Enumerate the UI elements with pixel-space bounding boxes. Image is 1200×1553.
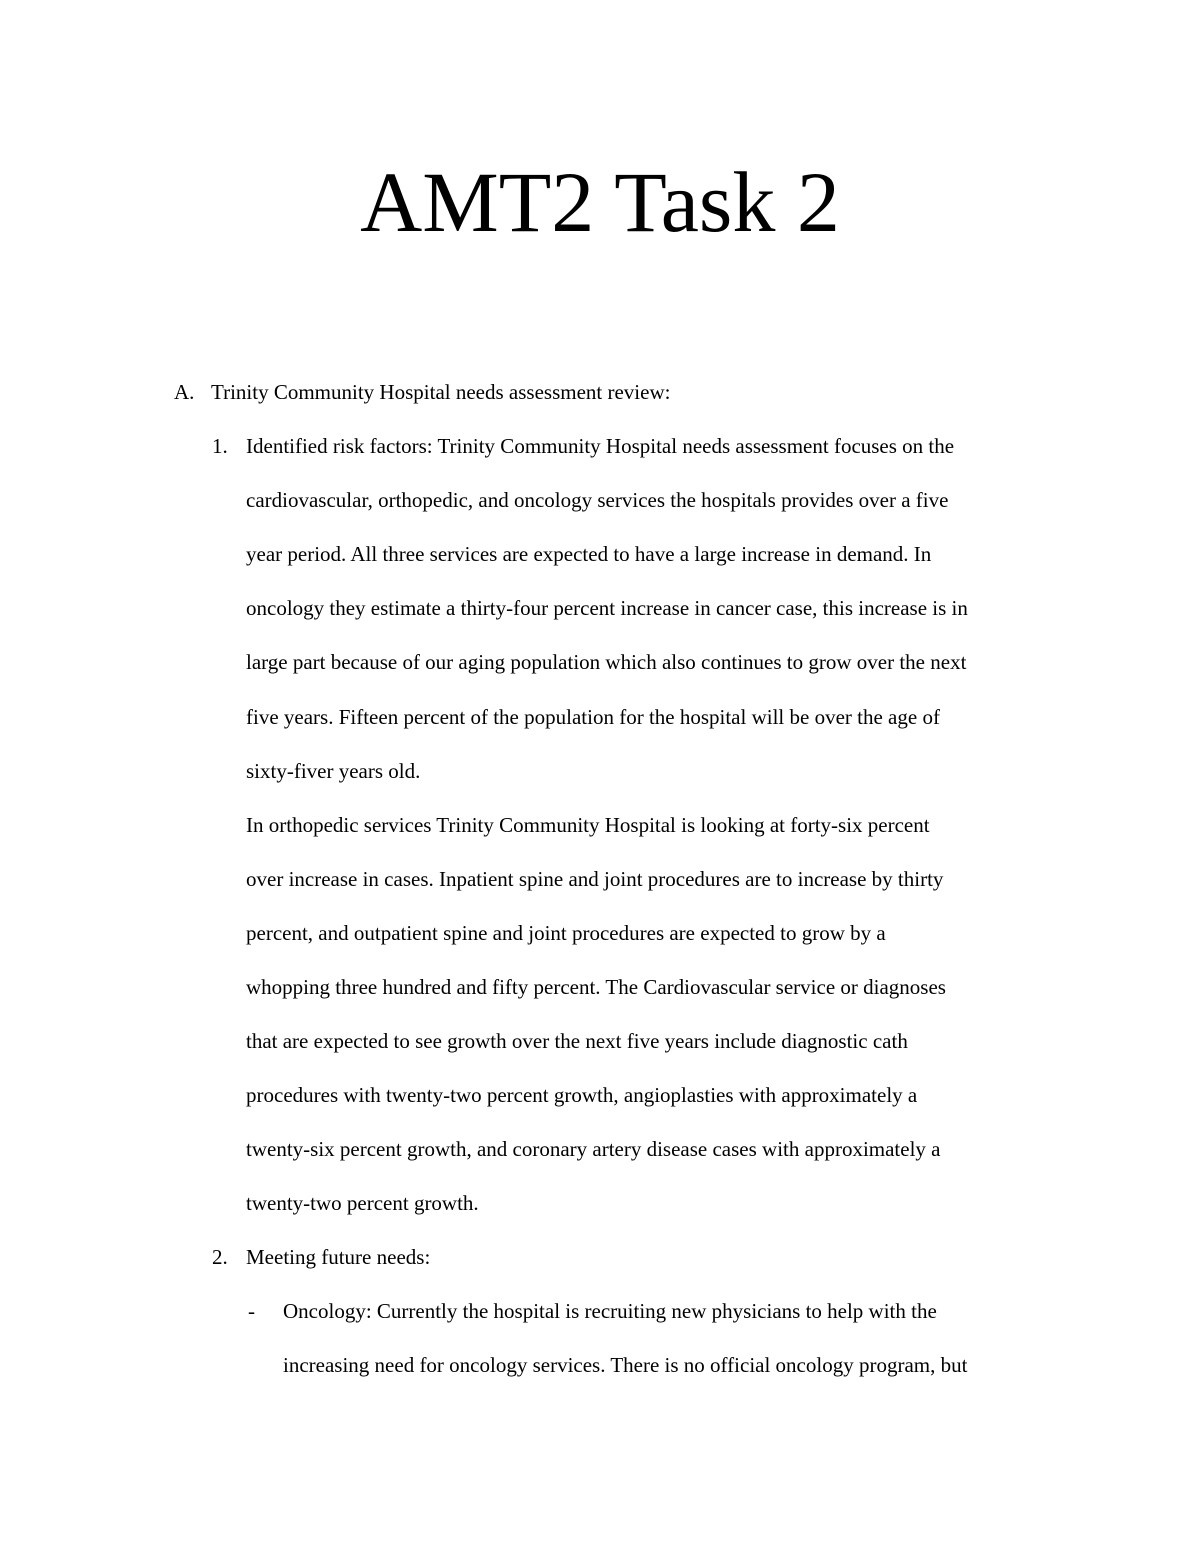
paragraph-line: cardiovascular, orthopedic, and oncology services the hospitals provides over a five [246,488,949,512]
paragraph-line: large part because of our aging population which also continues to grow over the next [246,650,967,674]
paragraph-line: year period. All three services are expected to have a large increase in demand. In [246,542,932,566]
section-a-heading: Trinity Community Hospital needs assessment review: [211,380,671,404]
paragraph-line: sixty-fiver years old. [246,759,421,783]
paragraph-line: Identified risk factors: Trinity Community Hospital needs assessment focuses on the [246,434,955,458]
bullet-dash: - [248,1299,255,1323]
paragraph-line: that are expected to see growth over the next five years include diagnostic cath [246,1029,908,1053]
paragraph-line: Oncology: Currently the hospital is recruiting new physicians to help with the [283,1299,937,1323]
paragraph-line: percent, and outpatient spine and joint procedures are expected to grow by a [246,921,886,945]
section-a-marker: A. [174,380,195,404]
item-2-marker: 2. [212,1245,228,1269]
paragraph-line: procedures with twenty-two percent growth, angioplasties with approximately a [246,1083,918,1107]
paragraph-line: whopping three hundred and fifty percent. The Cardiovascular service or diagnoses [246,975,946,999]
paragraph-line: In orthopedic services Trinity Community Hospital is looking at forty-six percent [246,813,930,837]
paragraph-line: oncology they estimate a thirty-four percent increase in cancer case, this increase is in [246,596,968,620]
paragraph-line: over increase in cases. Inpatient spine and joint procedures are to increase by thirty [246,867,944,891]
paragraph-line: five years. Fifteen percent of the population for the hospital will be over the age of [246,705,940,729]
item-1-marker: 1. [212,434,228,458]
paragraph-line: twenty-two percent growth. [246,1191,479,1215]
document-title: AMT2 Task 2 [360,154,840,250]
item-2-heading: Meeting future needs: [246,1245,431,1269]
paragraph-line: twenty-six percent growth, and coronary artery disease cases with approximately a [246,1137,941,1161]
paragraph-line: increasing need for oncology services. There is no official oncology program, but [283,1353,968,1377]
